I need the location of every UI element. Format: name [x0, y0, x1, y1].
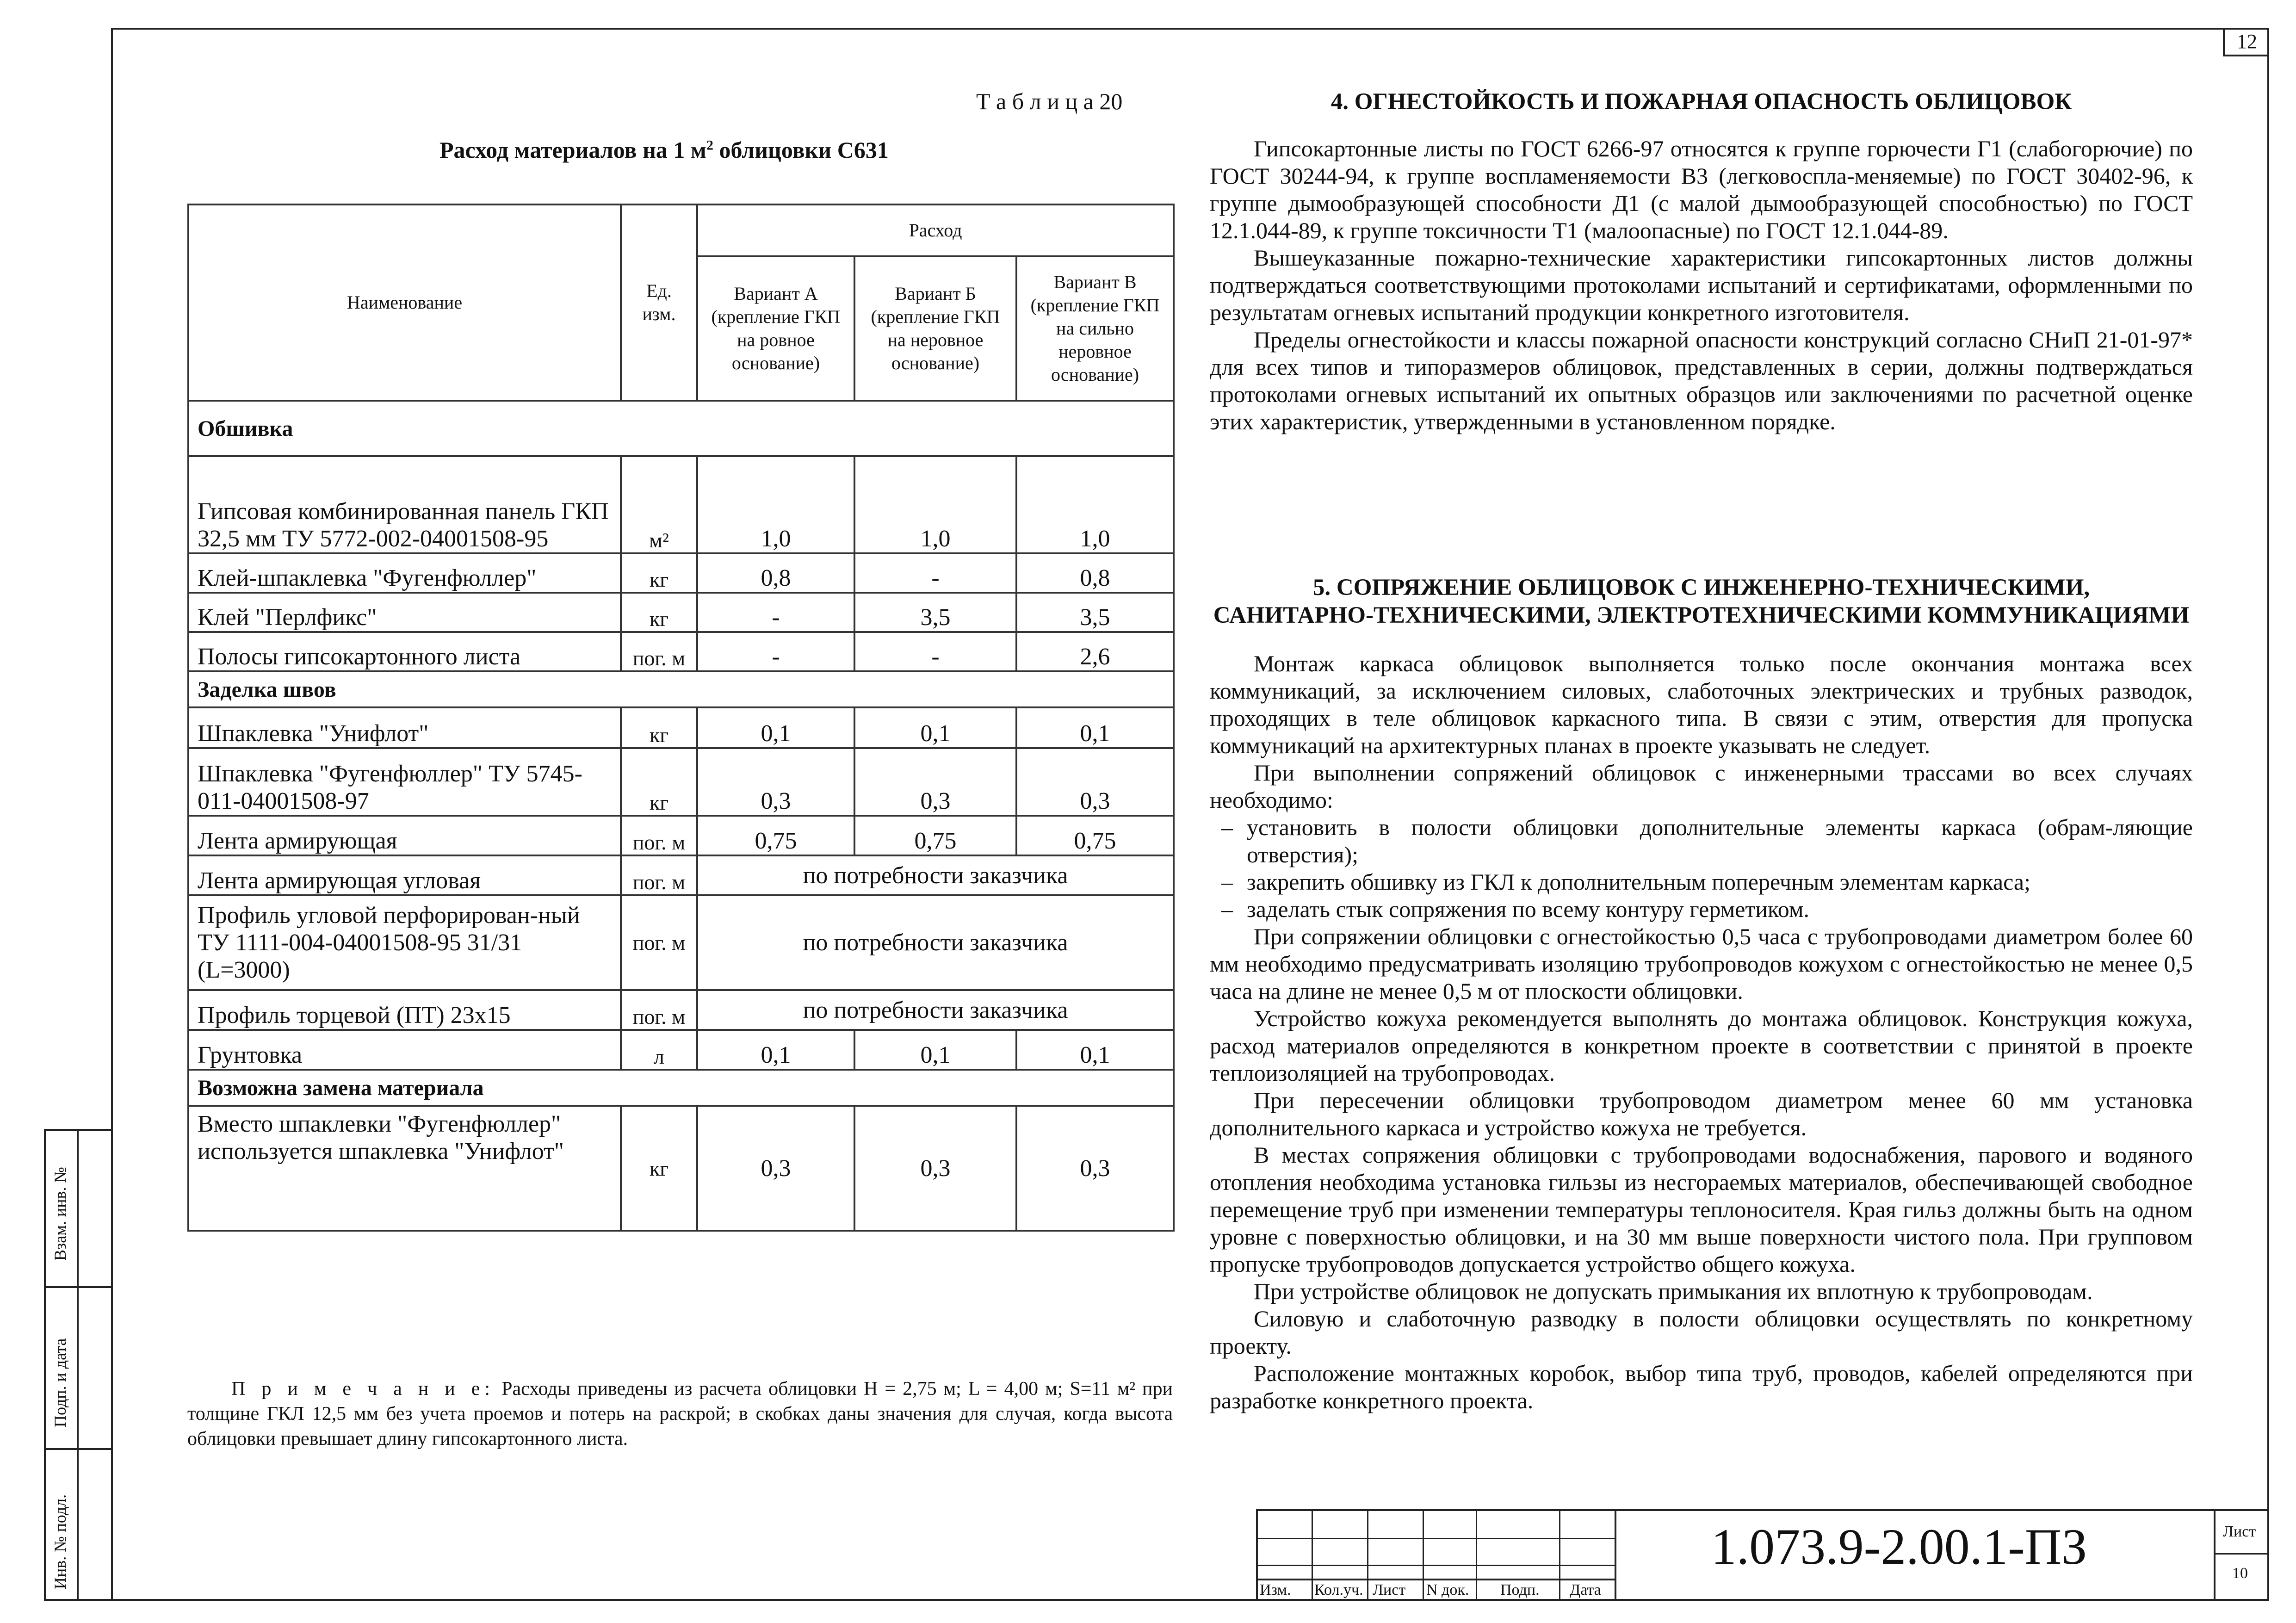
- table-row: Полосы гипсокартонного листа пог. м - - 2,6: [188, 632, 1174, 671]
- header-variant-a: Вариант А (крепление ГКП на ровное основание): [697, 256, 854, 401]
- margin-stamp: [44, 1129, 113, 1601]
- table-row: Шпаклевка "Фугенфюллер" ТУ 5745-011-04001508-97 кг 0,3 0,3 0,3: [188, 748, 1174, 816]
- section-zamena: Возможна замена материала: [188, 1070, 1174, 1106]
- tb-col-ndok: N док.: [1426, 1581, 1469, 1598]
- tb-col-list: Лист: [1373, 1581, 1406, 1598]
- section5-title: 5. СОПРЯЖЕНИЕ ОБЛИЦОВОК С ИНЖЕНЕРНО-ТЕХНИЧЕСКИМИ, САНИТАРНО-ТЕХНИЧЕСКИМИ, ЭЛЕКТРОТЕХНИЧЕСКИМИ КОММУНИКАЦИЯМИ: [1213, 575, 2190, 628]
- document-number: 1.073.9-2.00.1-ПЗ: [1711, 1518, 2087, 1575]
- header-consumption: Расход: [697, 204, 1174, 256]
- section4-title: 4. ОГНЕСТОЙКОСТЬ И ПОЖАРНАЯ ОПАСНОСТЬ ОБЛИЦОВОК: [1331, 89, 2072, 115]
- header-variant-b: Вариант Б (крепление ГКП на неровное основание): [854, 256, 1016, 401]
- table-row: Лента армирующая пог. м 0,75 0,75 0,75: [188, 816, 1174, 855]
- table-row: Лента армирующая угловая пог. м по потребности заказчика: [188, 855, 1174, 895]
- table-row: Клей "Перлфикс" кг - 3,5 3,5: [188, 593, 1174, 632]
- header-unit: Ед. изм.: [621, 204, 697, 401]
- tb-col-izm: Изм.: [1260, 1581, 1291, 1598]
- table-row: Шпаклевка "Унифлот" кг 0,1 0,1 0,1: [188, 707, 1174, 748]
- table-row: Профиль угловой перфорирован-ный ТУ 1111-004-04001508-95 31/31 (L=3000) пог. м по потребности заказчика: [188, 895, 1174, 990]
- materials-table: [187, 204, 1175, 1232]
- tb-sheet-number: 10: [2232, 1565, 2248, 1582]
- stamp-podp: Подп. и дата: [51, 1338, 69, 1427]
- table-note: П р и м е ч а н и е: Расходы приведены из расчета облицовки H = 2,75 м; L = 4,00 м; S=11 м² при толщине ГКЛ 12,5 мм без учета проемов и потерь на раскрой; в скобках даны значения для случая, когда высота облицовки превышает длину гипсокартонного листа.: [187, 1378, 1173, 1450]
- table-title: Расход материалов на 1 $м^2$ облицовки С631: [439, 137, 889, 163]
- header-variant-c: Вариант В (крепление ГКП на сильно неровное основание): [1016, 256, 1174, 401]
- tb-sheet-label: Лист: [2223, 1523, 2256, 1540]
- section-obshivka: Обшивка: [188, 401, 1174, 456]
- top-page-number: 12: [2223, 28, 2269, 56]
- table-row: Клей-шпаклевка "Фугенфюллер" кг 0,8 - 0,8: [188, 553, 1174, 593]
- table-row: Гипсовая комбинированная панель ГКП 32,5 мм ТУ 5772-002-04001508-95 м² 1,0 1,0 1,0: [188, 456, 1174, 553]
- stamp-inv: Инв. № подл.: [51, 1494, 69, 1589]
- table-row: Профиль торцевой (ПТ) 23х15 пог. м по потребности заказчика: [188, 990, 1174, 1030]
- stamp-vzam: Взам. инв. №: [51, 1167, 69, 1261]
- section4-body: Гипсокартонные листы по ГОСТ 6266-97 относятся к группе горючести Г1 (слабогорючие) по ГОСТ 30244-94, к группе воспламеняемости В3 (легковоспла-меняемые) по ГОСТ 30402-96, к группе дымообразующей способности Д1 (с малой дымообразующей способностью) по ГОСТ 12.1.044-89, к группе токсичности Т1 (малоопасные) по ГОСТ 12.1.044-89. Вышеуказанные пожарно-технические характеристики гипсокартонных листов должны подтверждаться соответствующими протоколами испытаний и сертификатами, оформленными по результатам огневых испытаний продукции конкретного изготовителя. Пределы огнестойкости и классы пожарной опасности конструкций согласно СНиП 21-01-97* для всех типов и типоразмеров облицовок, представленных в серии, должны подтверждаться протоколами огневых испытаний их опытных образцов или заключениями по расчетной оценке этих характеристик, утвержденными в установленном порядке.: [1210, 136, 2193, 434]
- tb-col-data: Дата: [1570, 1581, 1601, 1598]
- section5-body: Монтаж каркаса облицовок выполняется только после окончания монтажа всех коммуникаций, за исключением силовых, слаботочных электрических и трубных разводок, проходящих в теле облицовок каркасного типа. В связи с этим, отверстия для пропуска коммуникаций на архитектурных планах в проекте указывать не следует. При выполнении сопряжений облицовок с инженерными трассами во всех случаях необходимо: – установить в полости облицовки дополнительные элементы каркаса (обрам-ляющие отверстия); – закрепить обшивку из ГКЛ к дополнительным поперечным элементам каркаса; – заделать стык сопряжения по всему контуру герметиком. При сопряжении облицовки с огнестойкостью 0,5 часа с трубопроводами диаметром более 60 мм необходимо предусматривать изоляцию трубопроводов кожухом с огнестойкостью не менее 0,5 часа на длине не менее 0,5 м от плоскости облицовки. Устройство кожуха рекомендуется выполнять до монтажа облицовок. Конструкция кожуха, расход материалов определяются в конкретном проекте в соответствии с принятой в проекте теплоизоляцией на трубопроводах. При пересечении облицовки трубопроводом диаметром менее 60 мм установка дополнительного каркаса и устройство кожуха не требуется. В местах сопряжения облицовки с трубопроводами водоснабжения, парового и водяного отопления необходима установка гильзы из несгораемых материалов, обеспечивающей свободное перемещение труб при изменении температуры теплоносителя. Края гильз должны быть на одном уровне с поверхностью облицовки, и на 30 мм выше поверхности чистого пола. При групповом пропуске трубопроводов допускается устройство общего кожуха. При устройстве облицовок не допускать примыкания их вплотную к трубопроводам. Силовую и слаботочную разводку в полости облицовки осуществлять по конкретному проекту. Расположение монтажных коробок, выбор типа труб, проводов, кабелей определяются при разработке конкретного проекта.: [1210, 650, 2193, 1414]
- table-row: Вместо шпаклевки "Фугенфюллер" используется шпаклевка "Унифлот" кг 0,3 0,3 0,3: [188, 1106, 1174, 1231]
- table-caption: Т а б л и ц а 20: [976, 88, 1123, 114]
- table-row: Грунтовка л 0,1 0,1 0,1: [188, 1030, 1174, 1070]
- tb-col-podp: Подп.: [1500, 1581, 1540, 1598]
- header-name: Наименование: [188, 204, 621, 401]
- tb-col-koluch: Кол.уч.: [1314, 1581, 1363, 1598]
- materials-table-wrap: [187, 204, 1173, 1232]
- section-zadelka: Заделка швов: [188, 671, 1174, 707]
